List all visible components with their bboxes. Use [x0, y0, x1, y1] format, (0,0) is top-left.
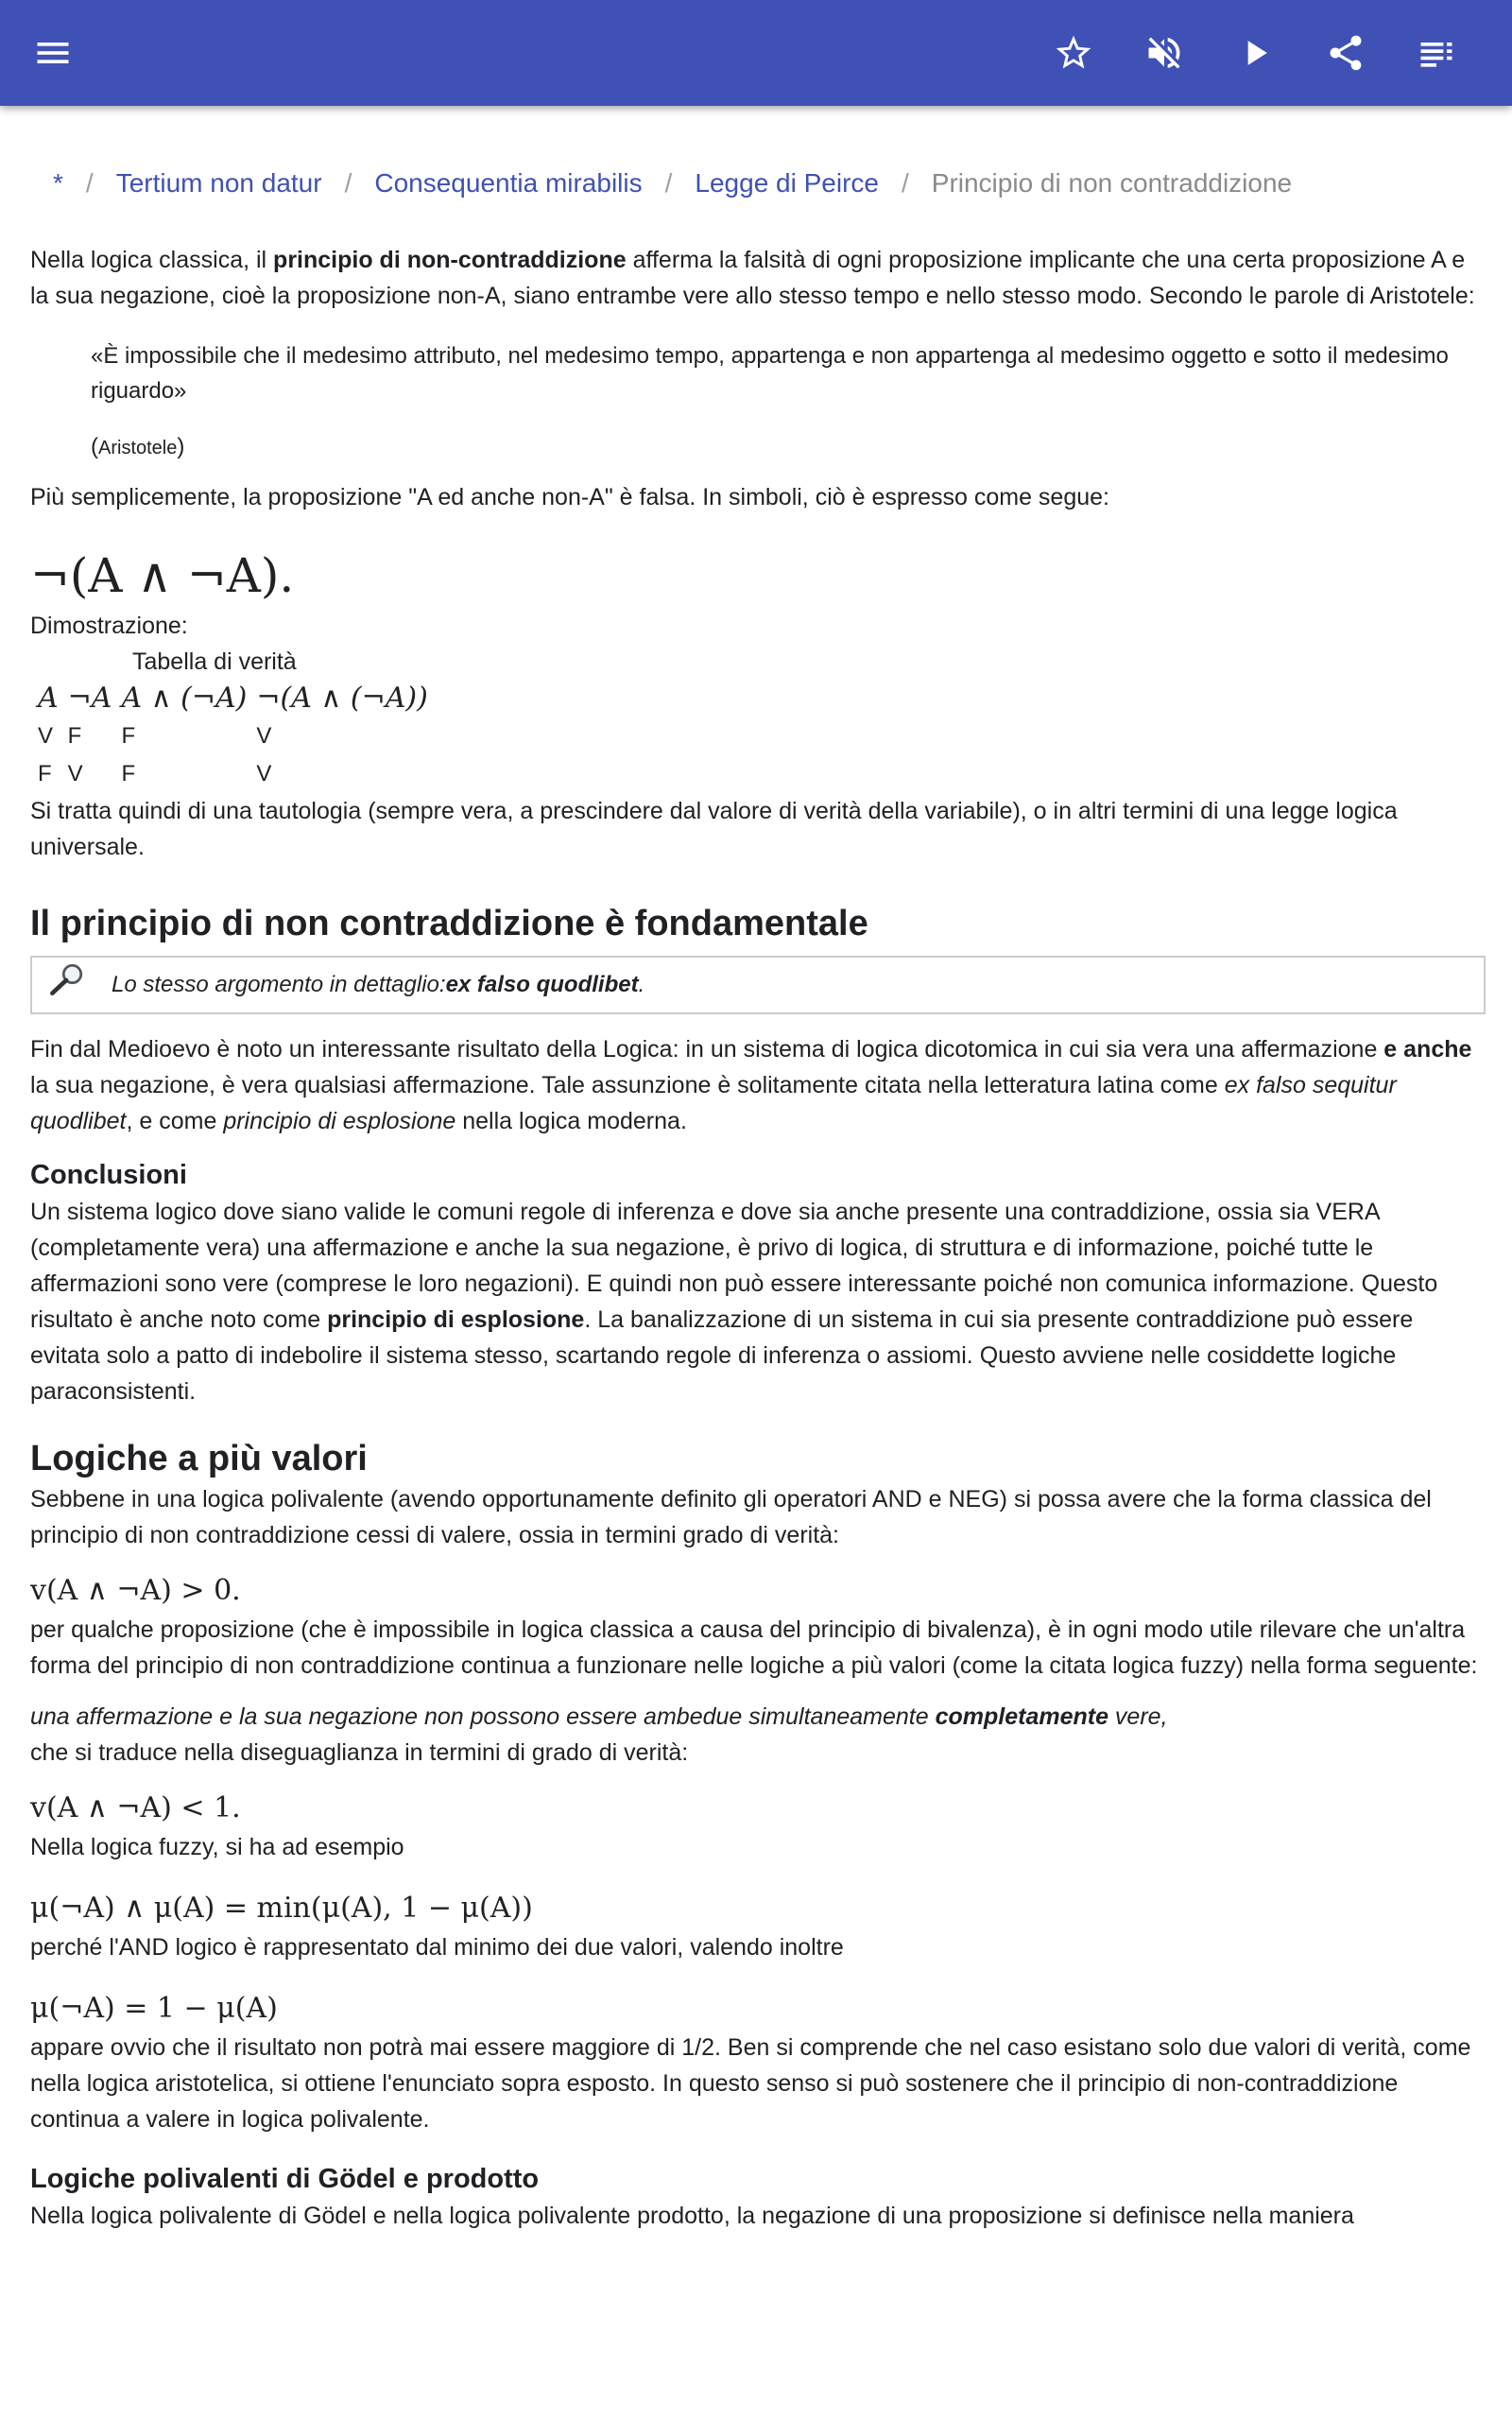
table-header-cell: A — [38, 682, 59, 715]
table-cell: F — [121, 761, 136, 786]
formula: v(A ∧ ¬A) < 1. — [30, 1791, 241, 1824]
table-cell: V — [38, 723, 54, 749]
paragraph: che si traduce nella diseguaglianza in termini di grado di verità: — [30, 1739, 689, 1766]
table-cell: V — [67, 761, 83, 786]
formula: v(A ∧ ¬A) > 0. — [30, 1574, 241, 1607]
intro-paragraph: Nella logica classica, il principio di non-contraddizione afferma la falsità di ogni proposizione implicante che una certa proposizione A e la sua negazione, cioè la proposizione non-A, siano entrambe vere allo stesso tempo e nello stesso modo. Secondo le parole di Aristotele: — [30, 247, 1475, 309]
app-bar — [0, 0, 1512, 106]
section-heading: Logiche a più valori — [30, 1439, 368, 1478]
paragraph: appare ovvio che il risultato non potrà mai essere maggiore di 1/2. Ben si comprende che nel caso esistano solo due valori di verità, come nella logica aristotelica, si ottiene l'enunciato sopra esposto. In questo senso si può sostenere che il principio di non-contraddizione continua a valere in logica polivalente. — [30, 2034, 1471, 2133]
table-header-cell: ¬A — [67, 682, 112, 715]
breadcrumb-item[interactable]: Tertium non datur — [115, 168, 322, 198]
paragraph: Un sistema logico dove siano valide le comuni regole di inferenza e dove sia anche presente una contraddizione, ossia sia VERA (completamente vera) una affermazione e anche la sua negazione, è privo di logica, di struttura e di informazione, poiché tutte le affermazioni sono vere (comprese le loro negazioni). E quindi non può essere interessante poiché non comunica informazione. Questo risultato è anche noto come principio di esplosione. La banalizzazione di un sistema in cui sia presente contraddizione può essere evitata solo a patto di indebolire il sistema stesso, scartando regole di inferenza o assiomi. Questo avviene nelle cosiddette logiche paraconsistenti. — [30, 1199, 1438, 1405]
paragraph: Più semplicemente, la proposizione "A ed anche non-A" è falsa. In simboli, ciò è espresso come segue: — [30, 484, 1109, 510]
truth-table — [34, 680, 434, 793]
paragraph: Fin dal Medioevo è noto un interessante risultato della Logica: in un sistema di logica dicotomica in cui sia vera una affermazione e anche la sua negazione, è vera qualsiasi affermazione. Tale assunzione è solitamente citata nella letteratura latina come ex falso sequitur quodlibet, e come principio di esplosione nella logica moderna. — [30, 1036, 1472, 1134]
truth-table-header-row — [34, 680, 434, 717]
table-cell: V — [256, 723, 272, 749]
table-header-cell: ¬(A ∧ (¬A)) — [256, 682, 428, 715]
breadcrumb-separator: / — [85, 168, 94, 198]
breadcrumb-item[interactable]: Consequentia mirabilis — [374, 168, 643, 198]
breadcrumb-separator: / — [344, 168, 352, 198]
formula-main: ¬(A ∧ ¬A). — [30, 548, 295, 603]
section-heading: Il principio di non contraddizione è fondamentale — [30, 904, 868, 943]
breadcrumb-home[interactable]: * — [53, 168, 63, 198]
breadcrumb-separator: / — [664, 168, 673, 198]
table-header-cell: A ∧ (¬A) — [121, 682, 248, 715]
bold-term: principio di non-contraddizione — [273, 247, 627, 273]
play-icon[interactable] — [1225, 23, 1285, 83]
formula: μ(¬A) ∧ μ(A) = min(μ(A), 1 − μ(A)) — [30, 1892, 533, 1925]
table-row — [34, 717, 434, 755]
table-cell: F — [38, 761, 52, 786]
article-body — [30, 242, 1486, 2234]
see-also-box: Lo stesso argomento in dettaglio: ex falso quodlibet . — [30, 956, 1486, 1014]
see-also-link[interactable]: ex falso quodlibet — [445, 972, 639, 997]
star-icon[interactable] — [1043, 23, 1104, 83]
menu-icon[interactable] — [23, 23, 83, 83]
paragraph: Nella logica fuzzy, si ha ad esempio — [30, 1834, 404, 1860]
breadcrumb-item[interactable]: Legge di Peirce — [695, 168, 879, 198]
subsection-heading: Logiche polivalenti di Gödel e prodotto — [30, 2164, 540, 2194]
paragraph: Nella logica polivalente di Gödel e nella logica polivalente prodotto, la negazione di una proposizione si definisce nella maniera — [30, 2203, 1354, 2229]
share-icon[interactable] — [1315, 23, 1376, 83]
breadcrumb-current: Principio di non contraddizione — [931, 168, 1293, 198]
breadcrumb-separator: / — [901, 168, 909, 198]
magnifier-icon — [45, 961, 93, 1009]
playlist-icon[interactable] — [1406, 23, 1467, 83]
paragraph: Si tratta quindi di una tautologia (sempre vera, a prescindere dal valore di verità della variabile), o in altri termini di una legge logica universale. — [30, 798, 1398, 860]
quote-citation: (Aristotele) — [91, 434, 185, 459]
table-cell: F — [121, 723, 136, 749]
demo-label: Dimostrazione: — [30, 613, 188, 639]
quote: «È impossibile che il medesimo attributo, nel medesimo tempo, appartenga e non appartenga al medesimo oggetto e sotto il medesimo riguardo» — [91, 343, 1449, 404]
subsection-heading: Conclusioni — [30, 1160, 187, 1190]
table-row — [34, 755, 434, 793]
formula: μ(¬A) = 1 − μ(A) — [30, 1992, 278, 2025]
italic-statement: una affermazione e la sua negazione non possono essere ambedue simultaneamente completamente vere, — [30, 1703, 1168, 1730]
paragraph: Sebbene in una logica polivalente (avendo opportunamente definito gli operatori AND e NEG) si possa avere che la forma classica del principio di non contraddizione cessi di valere, ossia in termini grado di verità: — [30, 1486, 1432, 1548]
table-cell: V — [256, 761, 272, 786]
citation-author[interactable]: Aristotele — [98, 438, 178, 458]
truth-table-caption: Tabella di verità — [132, 648, 297, 675]
table-cell: F — [67, 723, 82, 749]
breadcrumb — [53, 168, 1292, 199]
volume-off-icon[interactable] — [1134, 23, 1194, 83]
paragraph: perché l'AND logico è rappresentato dal minimo dei due valori, valendo inoltre — [30, 1934, 844, 1961]
paragraph: per qualche proposizione (che è impossibile in logica classica a causa del principio di bivalenza), è in ogni modo utile rilevare che un'altra forma del principio di non contraddizione continua a funzionare nelle logiche a più valori (come la citata logica fuzzy) nella forma seguente: — [30, 1616, 1478, 1679]
